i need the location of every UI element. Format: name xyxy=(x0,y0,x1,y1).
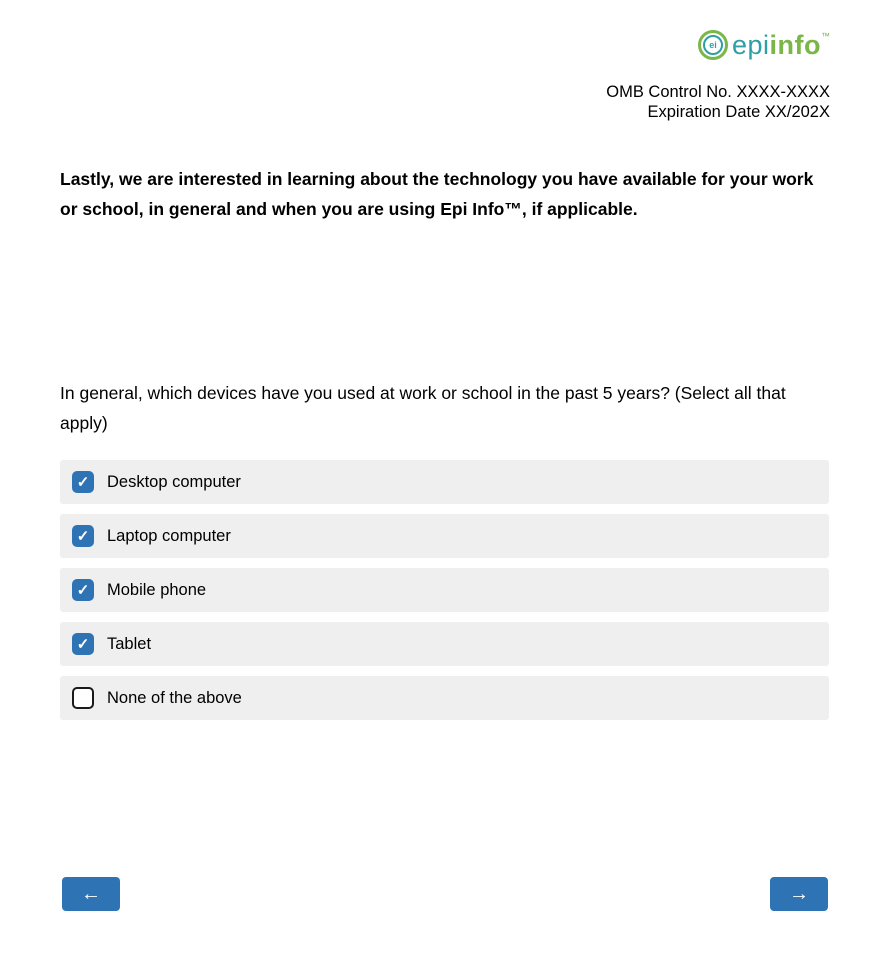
expiration-date: Expiration Date XX/202X xyxy=(647,103,830,121)
logo-text-epi: epi xyxy=(731,29,770,60)
checkbox-none-of-the-above[interactable] xyxy=(72,687,94,709)
options-list xyxy=(60,460,829,730)
option-label: Tablet xyxy=(107,634,152,653)
option-row-laptop-computer[interactable] xyxy=(60,514,829,558)
question-text: In general, which devices have you used at work or school in the past 5 years? (Select all that apply) xyxy=(60,383,786,433)
epi-info-logo-icon-text: ei xyxy=(703,35,723,55)
option-label: Desktop computer xyxy=(107,472,241,491)
option-label: None of the above xyxy=(107,688,242,707)
epi-info-logo-icon xyxy=(698,30,728,60)
logo-trademark: ™ xyxy=(821,31,830,41)
checkbox-laptop-computer[interactable] xyxy=(72,525,94,547)
back-arrow-icon: ← xyxy=(81,882,101,905)
option-row-none-of-the-above[interactable] xyxy=(60,676,829,720)
intro-paragraph: Lastly, we are interested in learning about the technology you have available for your work or school, in general and when you are using Epi Info™, if applicable. xyxy=(60,169,814,219)
checkbox-desktop-computer[interactable] xyxy=(72,471,94,493)
epi-info-logo xyxy=(698,30,830,60)
checkbox-tablet[interactable] xyxy=(72,633,94,655)
back-button[interactable] xyxy=(62,877,120,911)
option-label: Mobile phone xyxy=(107,580,207,599)
option-row-tablet[interactable] xyxy=(60,622,829,666)
option-row-mobile-phone[interactable] xyxy=(60,568,829,612)
option-label: Laptop computer xyxy=(107,526,231,545)
next-button[interactable] xyxy=(770,877,828,911)
checkbox-mobile-phone[interactable] xyxy=(72,579,94,601)
logo-text-info: info xyxy=(769,29,821,60)
omb-header xyxy=(606,82,830,122)
omb-control-number: OMB Control No. XXXX-XXXX xyxy=(606,83,830,101)
next-arrow-icon: → xyxy=(789,882,809,905)
option-row-desktop-computer[interactable] xyxy=(60,460,829,504)
